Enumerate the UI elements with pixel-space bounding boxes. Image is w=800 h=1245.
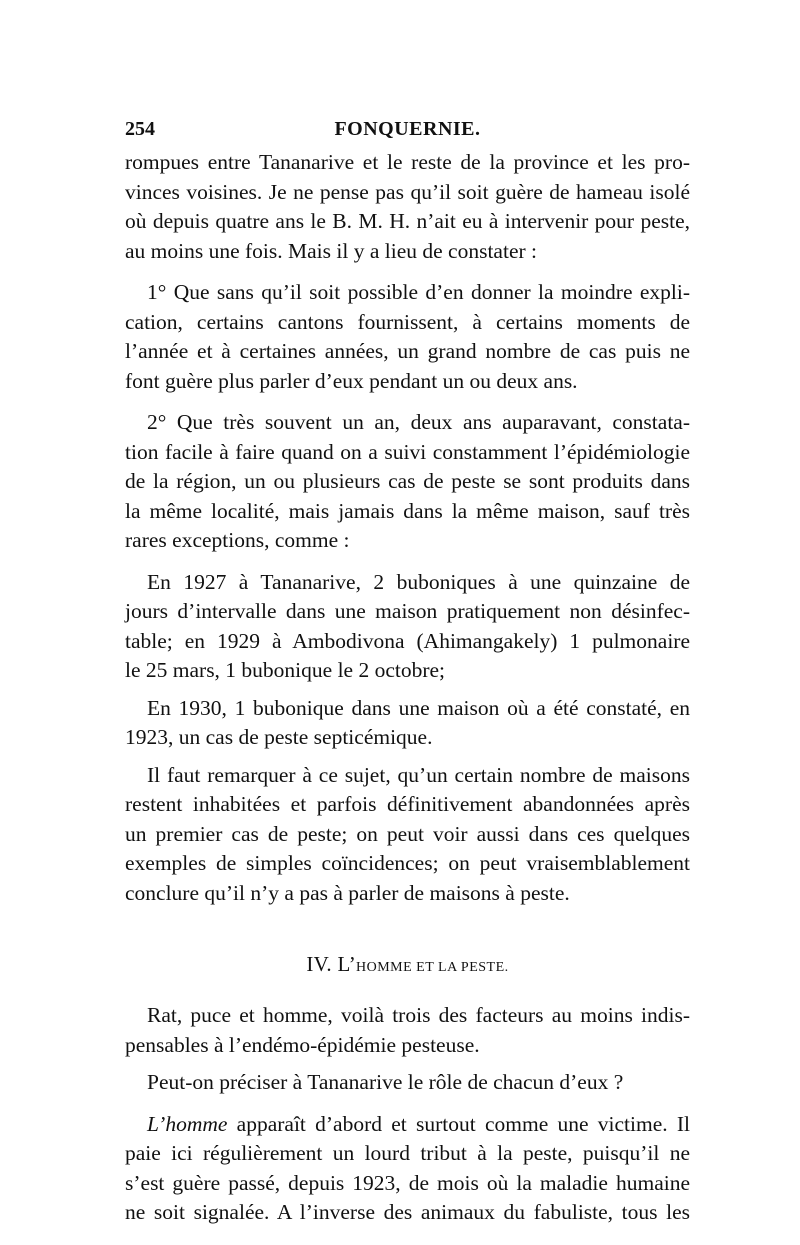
text-line: s’est guère passé, depuis 1923, de mois où la maladie humaine xyxy=(125,1170,690,1195)
text-line: table; en 1929 à Ambodivona (Ahimangakely) 1 pulmonaire xyxy=(125,628,690,653)
section-heading xyxy=(125,952,690,977)
text-line: exemples de simples coïncidences; on peut vraisemblablement xyxy=(125,851,690,875)
section-number: IV. xyxy=(306,952,332,976)
text-line: conclure qu’il n’y a pas à parler de maisons à peste. xyxy=(125,880,570,905)
paragraph-point-2 xyxy=(125,408,690,556)
text-line: restent inhabitées et parfois définitivement abandonnées après xyxy=(125,792,690,816)
text-line: Il faut remarquer à ce sujet, qu’un certain nombre de maisons xyxy=(147,762,690,787)
paragraph-question xyxy=(125,1068,690,1098)
text-line: un premier cas de peste; on peut voir aussi dans ces quelques xyxy=(125,821,690,846)
text-line-rest: apparaît d’abord et surtout comme une victime. Il xyxy=(227,1111,690,1136)
text-line: Rat, puce et homme, voilà trois des facteurs au moins indis- xyxy=(147,1003,690,1027)
text-line: cation, certains cantons fournissent, à certains moments de xyxy=(125,309,690,334)
text-line: En 1927 à Tananarive, 2 buboniques à une quinzaine de xyxy=(147,569,690,594)
text-line: rares exceptions, comme : xyxy=(125,528,350,552)
text-line: jours d’intervalle dans une maison pratiquement non désinfec- xyxy=(125,599,690,623)
paragraph-man-victim xyxy=(125,1110,690,1228)
running-title: FONQUERNIE. xyxy=(334,118,481,140)
text-line: paie ici régulièrement un lourd tribut à la peste, puisqu’il ne xyxy=(125,1141,690,1165)
paragraph-examples-1927-1929 xyxy=(125,568,690,686)
section-title: HOMME ET LA PESTE. xyxy=(356,960,509,975)
running-header xyxy=(125,118,690,148)
text-line: l’année et à certaines années, un grand nombre de cas puis ne xyxy=(125,339,690,363)
text-line: la même localité, mais jamais dans la même maison, sauf très xyxy=(125,498,690,523)
text-line: où depuis quatre ans le B. M. H. n’ait eu à intervenir pour peste, xyxy=(125,209,690,233)
text-line: font guère plus parler d’eux pendant un ou deux ans. xyxy=(125,368,578,393)
text-line: 1923, un cas de peste septicémique. xyxy=(125,725,433,749)
text-line: En 1930, 1 bubonique dans une maison où a été constaté, en xyxy=(147,695,690,720)
book-page xyxy=(125,118,690,1228)
text-line xyxy=(125,1110,690,1140)
paragraph-factors xyxy=(125,1001,690,1060)
text-line: de la région, un ou plusieurs cas de peste se sont produits dans xyxy=(125,469,690,493)
paragraph-remark xyxy=(125,761,690,909)
italic-lead: L’homme xyxy=(147,1111,228,1136)
text-line: 2° Que très souvent un an, deux ans auparavant, constata- xyxy=(147,410,690,434)
text-line: rompues entre Tananarive et le reste de la province et les pro- xyxy=(125,150,690,174)
text-line: pensables à l’endémo-épidémie pesteuse. xyxy=(125,1032,480,1057)
paragraph-point-1 xyxy=(125,278,690,396)
text-line: tion facile à faire quand on a suivi constamment l’épidémiologie xyxy=(125,439,690,464)
text-line: vinces voisines. Je ne pense pas qu’il soit guère de hameau isolé xyxy=(125,179,690,204)
text-line: 1° Que sans qu’il soit possible d’en donner la moindre expli- xyxy=(147,280,690,304)
text-line: le 25 mars, 1 bubonique le 2 octobre; xyxy=(125,658,446,682)
text-line: Peut-on préciser à Tananarive le rôle de chacun d’eux ? xyxy=(147,1070,624,1094)
text-line: ne soit signalée. A l’inverse des animaux du fabuliste, tous les xyxy=(125,1200,690,1224)
text-line: au moins une fois. Mais il y a lieu de constater : xyxy=(125,238,537,263)
section-title-initial: L’ xyxy=(337,952,357,976)
paragraph-example-1930 xyxy=(125,694,690,753)
paragraph-provinces xyxy=(125,148,690,266)
page-number: 254 xyxy=(125,118,155,140)
